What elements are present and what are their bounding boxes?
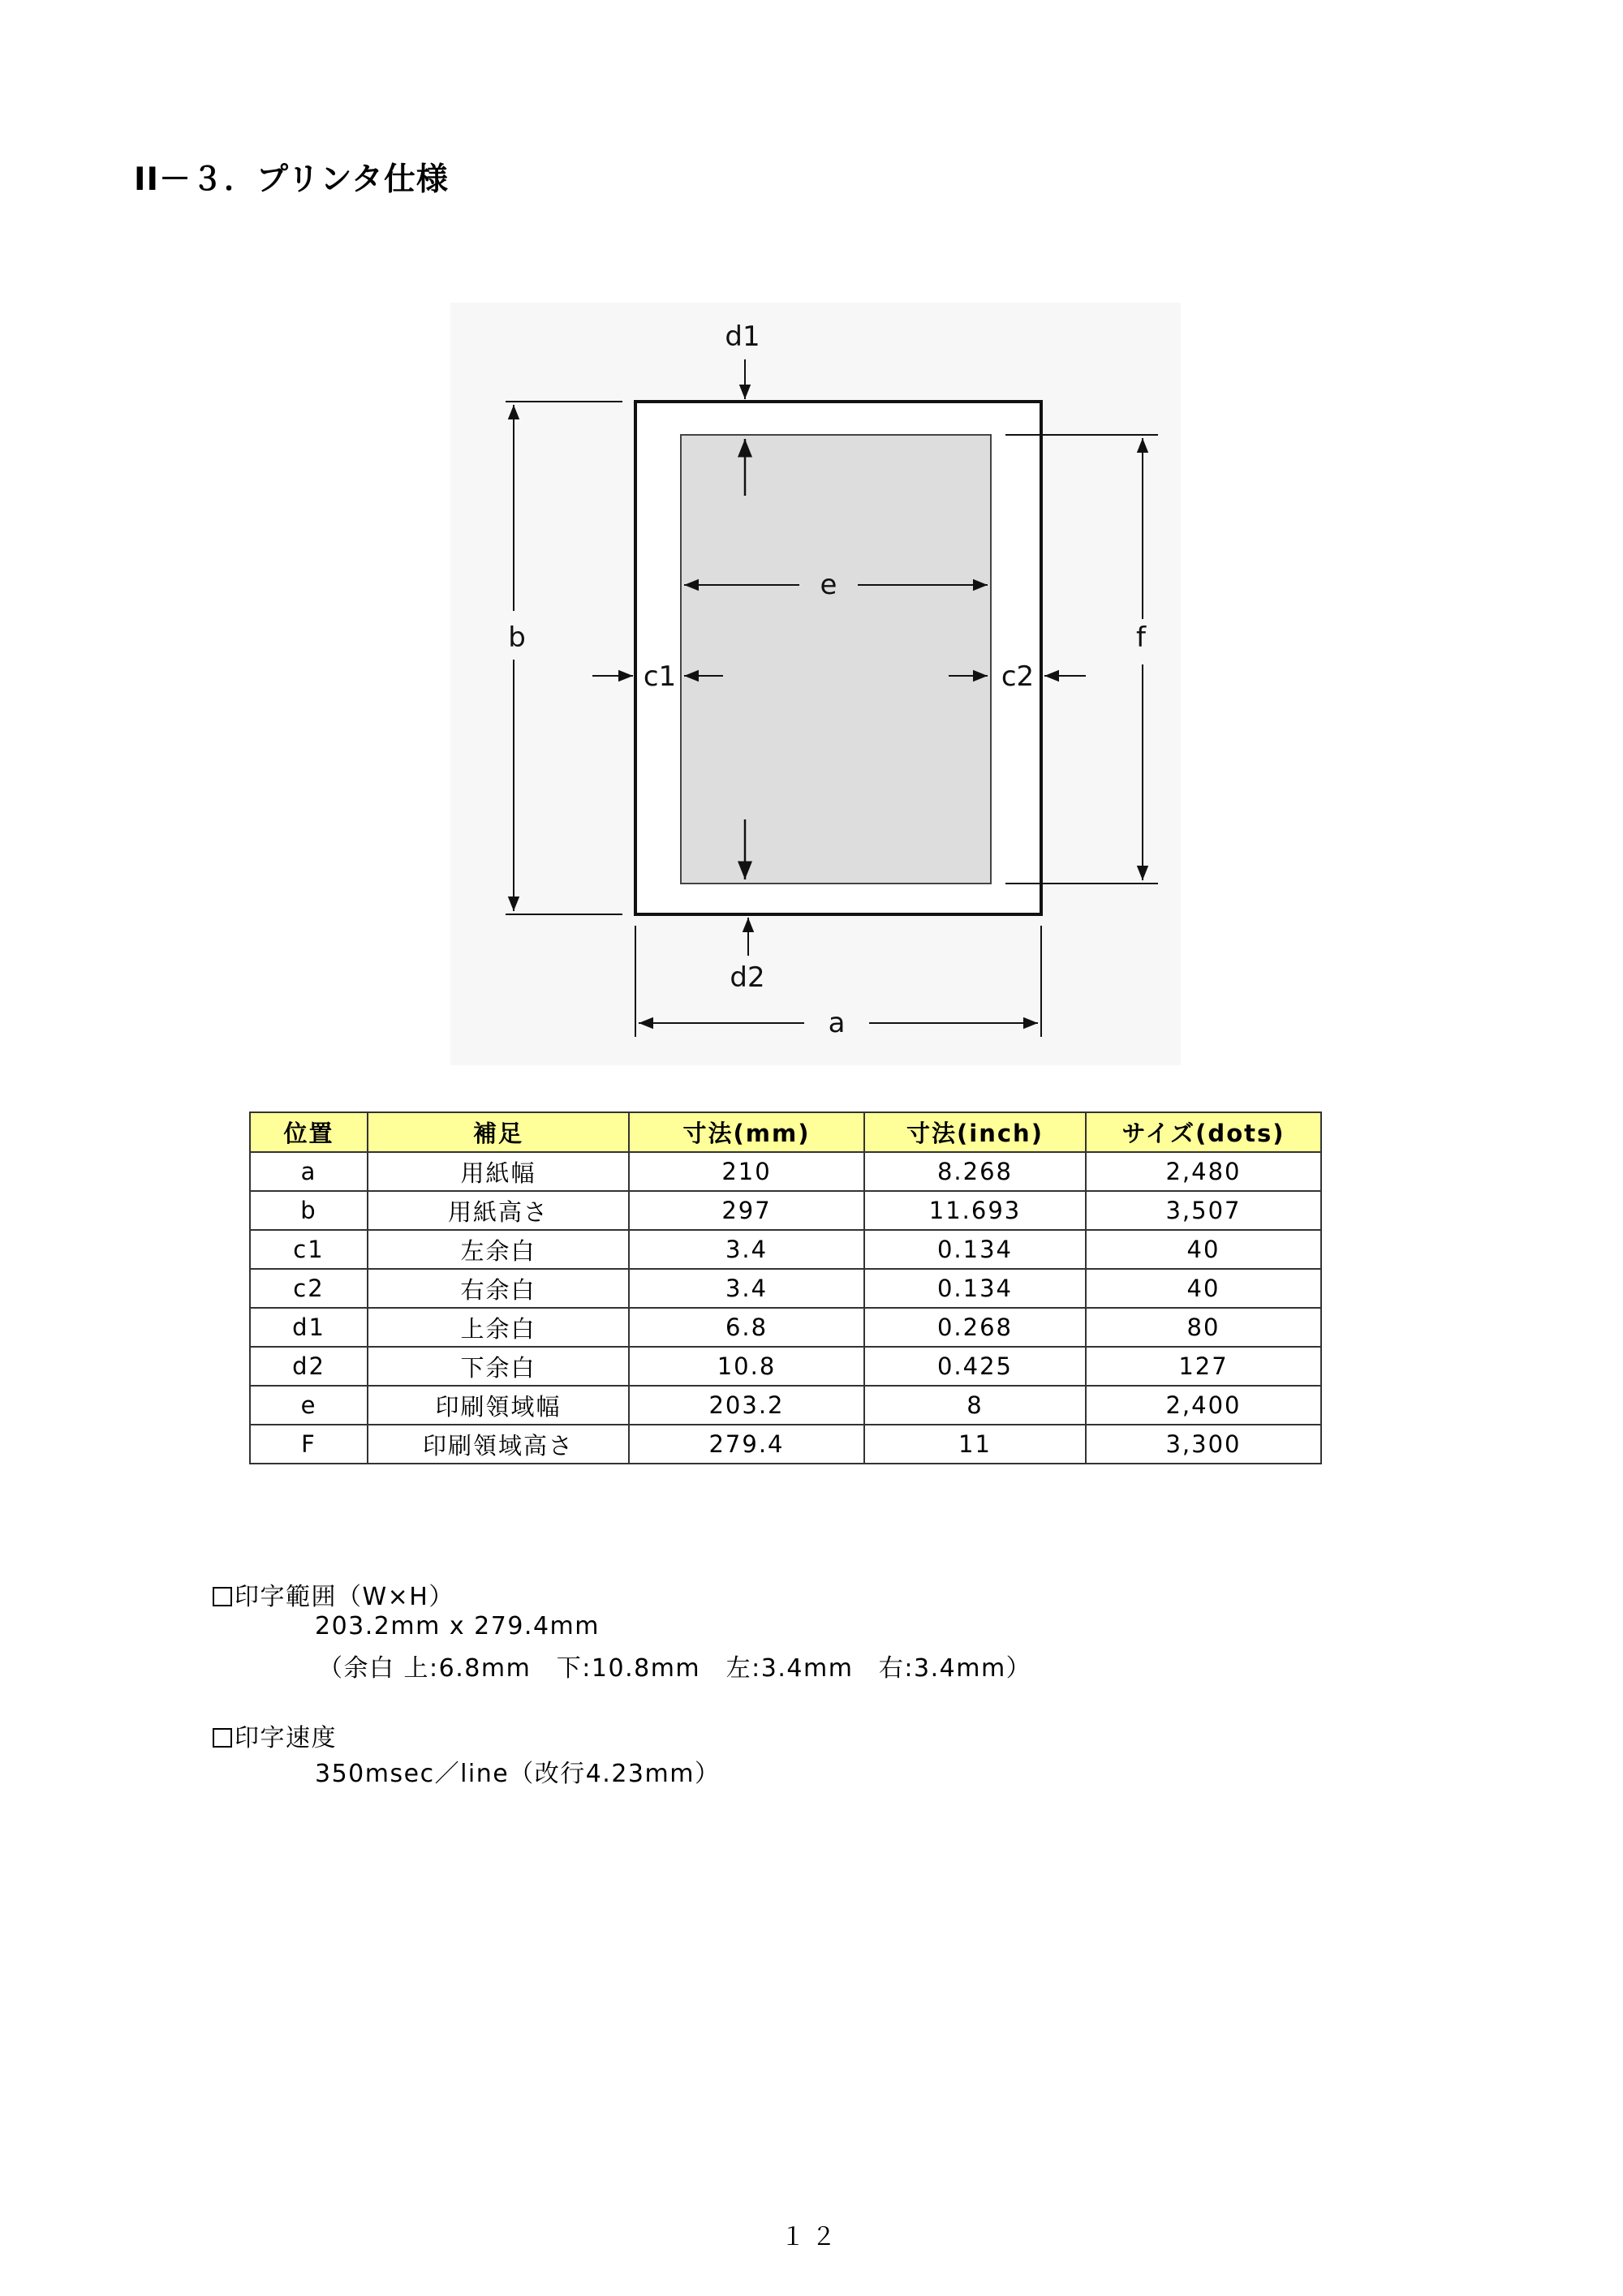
table-row xyxy=(250,1269,1321,1308)
print-speed-value: 350msec／line（改行4.23mm） xyxy=(315,1760,721,1788)
cell-mm: 3.4 xyxy=(629,1269,864,1308)
cell-dots: 2,400 xyxy=(1086,1386,1321,1425)
cell-note: 右余白 xyxy=(368,1269,629,1308)
cell-dots: 3,507 xyxy=(1086,1191,1321,1230)
table-header-row xyxy=(250,1112,1321,1152)
label-d1: d1 xyxy=(725,320,760,353)
table-row xyxy=(250,1191,1321,1230)
print-speed-heading-text: 印字速度 xyxy=(235,1724,337,1752)
label-e: e xyxy=(820,569,837,601)
cell-note: 用紙幅 xyxy=(368,1152,629,1191)
cell-dots: 40 xyxy=(1086,1269,1321,1308)
cell-position: d1 xyxy=(250,1308,368,1347)
printer-margin-diagram xyxy=(450,303,1181,1065)
table-row xyxy=(250,1308,1321,1347)
cell-inch: 11 xyxy=(864,1425,1086,1464)
cell-note: 左余白 xyxy=(368,1230,629,1269)
cell-inch: 0.134 xyxy=(864,1230,1086,1269)
header-mm: 寸法(mm) xyxy=(629,1112,864,1152)
label-d2: d2 xyxy=(730,961,765,994)
cell-dots: 40 xyxy=(1086,1230,1321,1269)
label-a: a xyxy=(828,1007,846,1039)
label-b: b xyxy=(508,621,526,654)
cell-note: 印刷領域高さ xyxy=(368,1425,629,1464)
checkbox-icon xyxy=(213,1728,232,1748)
cell-inch: 0.134 xyxy=(864,1269,1086,1308)
cell-note: 上余白 xyxy=(368,1308,629,1347)
cell-position: a xyxy=(250,1152,368,1191)
cell-position: b xyxy=(250,1191,368,1230)
table-row xyxy=(250,1425,1321,1464)
cell-inch: 0.425 xyxy=(864,1347,1086,1386)
cell-mm: 6.8 xyxy=(629,1308,864,1347)
cell-mm: 3.4 xyxy=(629,1230,864,1269)
cell-position: e xyxy=(250,1386,368,1425)
print-range-size: 203.2mm x 279.4mm xyxy=(315,1612,600,1640)
table-row xyxy=(250,1230,1321,1269)
table-row xyxy=(250,1386,1321,1425)
page-number: １２ xyxy=(781,2223,842,2251)
table-row xyxy=(250,1347,1321,1386)
cell-position: F xyxy=(250,1425,368,1464)
cell-mm: 203.2 xyxy=(629,1386,864,1425)
label-f: f xyxy=(1136,621,1146,654)
table-row xyxy=(250,1152,1321,1191)
cell-note: 下余白 xyxy=(368,1347,629,1386)
label-c2: c2 xyxy=(1001,660,1035,693)
cell-inch: 8.268 xyxy=(864,1152,1086,1191)
label-c1: c1 xyxy=(643,660,677,693)
cell-note: 用紙高さ xyxy=(368,1191,629,1230)
cell-position: d2 xyxy=(250,1347,368,1386)
print-speed-heading xyxy=(213,1718,337,1753)
cell-position: c1 xyxy=(250,1230,368,1269)
cell-mm: 210 xyxy=(629,1152,864,1191)
cell-dots: 2,480 xyxy=(1086,1152,1321,1191)
header-inch: 寸法(inch) xyxy=(864,1112,1086,1152)
printable-area xyxy=(681,435,991,884)
print-range-margins: （余白 上:6.8mm 下:10.8mm 左:3.4mm 右:3.4mm） xyxy=(318,1654,1032,1683)
cell-dots: 80 xyxy=(1086,1308,1321,1347)
cell-position: c2 xyxy=(250,1269,368,1308)
cell-inch: 0.268 xyxy=(864,1308,1086,1347)
checkbox-icon xyxy=(213,1587,232,1606)
cell-mm: 10.8 xyxy=(629,1347,864,1386)
cell-inch: 11.693 xyxy=(864,1191,1086,1230)
page-title: II－３．プリンタ仕様 xyxy=(134,161,449,198)
header-note: 補足 xyxy=(368,1112,629,1152)
cell-note: 印刷領域幅 xyxy=(368,1386,629,1425)
header-position: 位置 xyxy=(250,1112,368,1152)
cell-dots: 127 xyxy=(1086,1347,1321,1386)
printer-spec-table xyxy=(249,1111,1322,1464)
cell-dots: 3,300 xyxy=(1086,1425,1321,1464)
print-range-heading xyxy=(213,1576,454,1612)
cell-inch: 8 xyxy=(864,1386,1086,1425)
print-range-heading-text: 印字範囲（W×H） xyxy=(235,1583,454,1611)
cell-mm: 279.4 xyxy=(629,1425,864,1464)
header-dots: サイズ(dots) xyxy=(1086,1112,1321,1152)
cell-mm: 297 xyxy=(629,1191,864,1230)
